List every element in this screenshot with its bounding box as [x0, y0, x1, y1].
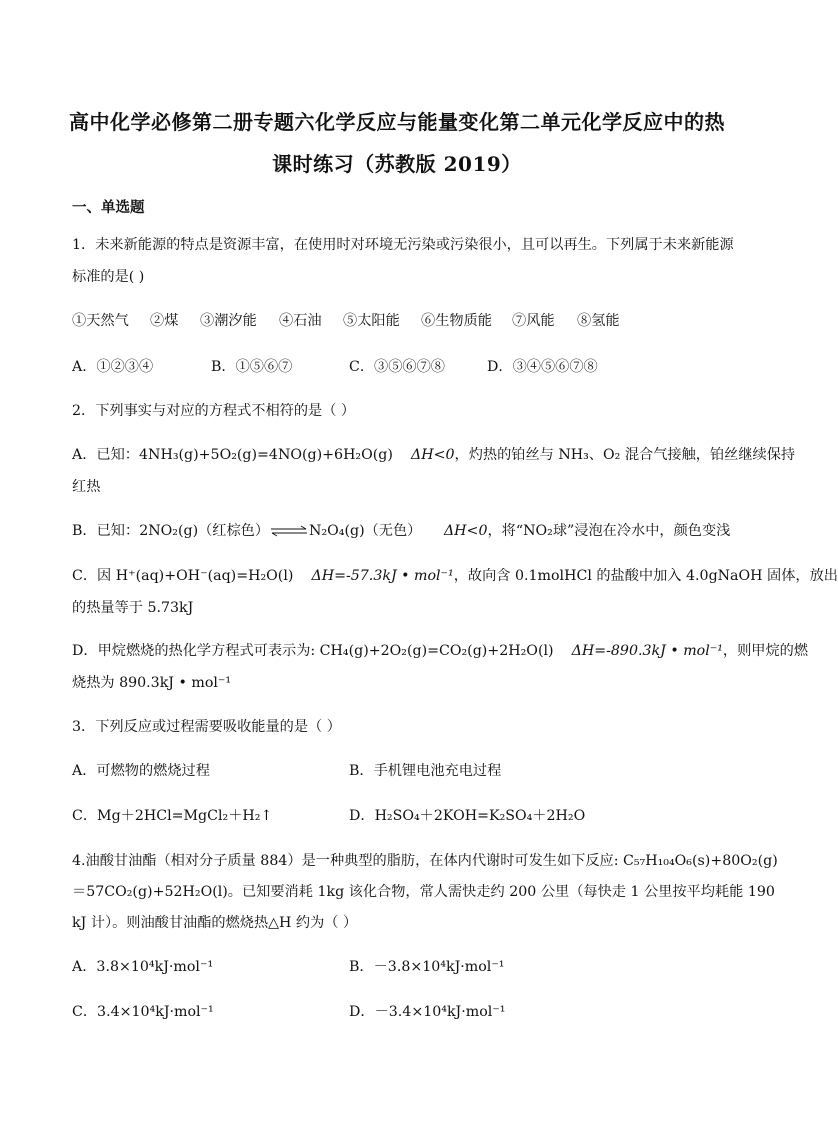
q2-option-a-line2: 红热 [72, 479, 101, 495]
enthalpy-change: ΔH<0 [443, 523, 488, 539]
q3-option-a[interactable]: A．可燃物的燃烧过程 [72, 763, 210, 779]
option-text: ，故向含 0.1molHCl 的盐酸中加入 4.0gNaOH 固体，放出 [453, 568, 838, 584]
q4-stem-line3: kJ 计）。则油酸甘油酯的燃烧热△H 约为（ ） [72, 915, 358, 931]
chem-equation: 4NH₃(g)+5O₂(g)=4NO(g)+6H₂O(g) [139, 447, 393, 463]
q1-option-a[interactable]: A．①②③④ [72, 359, 154, 375]
q1-item: ⑧氢能 [577, 313, 620, 329]
q3-option-b[interactable]: B．手机锂电池充电过程 [349, 763, 502, 779]
q1-stem-line1: 1．未来新能源的特点是资源丰富，在使用时对环境无污染或污染很小，且可以再生。下列属于未来新能源 [72, 237, 734, 253]
q2-option-a[interactable] [72, 445, 796, 465]
q1-item: ②煤 [150, 313, 179, 329]
enthalpy-change: ΔH=-890.3kJ • mol⁻¹ [571, 643, 723, 659]
chem-reactant: 2NO₂(g)（红棕色） [139, 523, 270, 539]
chem-equation: CH₄(g)+2O₂(g)=CO₂(g)+2H₂O(l) [319, 643, 554, 659]
q1-option-b[interactable]: B．①⑤⑥⑦ [211, 359, 293, 375]
q4-option-c[interactable]: C．3.4×10⁴kJ·mol⁻¹ [72, 1004, 214, 1020]
q1-option-d[interactable]: D．③④⑤⑥⑦⑧ [487, 359, 598, 375]
q1-item: ⑤太阳能 [343, 313, 400, 329]
q1-item: ⑦风能 [512, 313, 555, 329]
q1-option-c[interactable]: C．③⑤⑥⑦⑧ [349, 359, 445, 375]
document-title-line2: 课时练习（苏教版 2019） [272, 152, 522, 176]
option-text: ，将“NO₂球”浸泡在冷水中，颜色变浅 [487, 523, 731, 539]
enthalpy-change: ΔH<0 [410, 447, 455, 463]
q2-option-b[interactable] [72, 521, 732, 541]
document-title-line1: 高中化学必修第二册专题六化学反应与能量变化第二单元化学反应中的热 [69, 110, 725, 134]
q1-stem-line2: 标准的是( ) [72, 269, 145, 285]
q1-item: ④石油 [279, 313, 322, 329]
q2-option-c[interactable] [72, 566, 838, 586]
q4-stem-line2: ＝57CO₂(g)+52H₂O(l)。已知要消耗 1kg 该化合物，常人需快走约 200 公里（每快走 1 公里按平均耗能 190 [72, 884, 775, 900]
q1-item: ③潮汐能 [200, 313, 257, 329]
q3-stem: 3．下列反应或过程需要吸收能量的是（ ） [72, 719, 341, 735]
q2-option-d[interactable] [72, 641, 809, 661]
q2-stem: 2．下列事实与对应的方程式不相符的是（ ） [72, 403, 356, 419]
q4-option-b[interactable]: B．－3.8×10⁴kJ·mol⁻¹ [349, 959, 505, 975]
q2-option-d-line2: 烧热为 890.3kJ • mol⁻¹ [72, 675, 232, 691]
chem-product: N₂O₄(g)（无色） [309, 523, 422, 539]
q1-item: ⑥生物质能 [421, 313, 492, 329]
section-heading: 一、单选题 [72, 199, 145, 216]
option-prefix: D．甲烷燃烧的热化学方程式可表示为: [72, 643, 320, 659]
option-prefix: A．已知： [72, 447, 139, 463]
option-text: ，灼热的铂丝与 NH₃、O₂ 混合气接触，铂丝继续保持 [454, 447, 796, 463]
q2-option-c-line2: 的热量等于 5.73kJ [72, 600, 194, 616]
q3-option-c[interactable]: C．Mg＋2HCl=MgCl₂＋H₂↑ [72, 808, 273, 824]
q3-option-d[interactable]: D．H₂SO₄＋2KOH=K₂SO₄＋2H₂O [349, 808, 586, 824]
option-prefix: C．因 [72, 568, 116, 584]
q4-option-a[interactable]: A．3.8×10⁴kJ·mol⁻¹ [72, 959, 214, 975]
equilibrium-arrow-icon [270, 526, 308, 536]
chem-equation: H⁺(aq)+OH⁻(aq)=H₂O(l) [115, 568, 294, 584]
q4-stem-line1: 4.油酸甘油酯（相对分子质量 884）是一种典型的脂肪，在体内代谢时可发生如下反应: C₅₇H₁₀₄O₆(s)+80O₂(g) [72, 853, 778, 869]
enthalpy-change: ΔH=-57.3kJ • mol⁻¹ [311, 568, 454, 584]
q4-option-d[interactable]: D．－3.4×10⁴kJ·mol⁻¹ [349, 1004, 506, 1020]
option-prefix: B．已知： [72, 523, 140, 539]
q1-item: ①天然气 [72, 313, 129, 329]
option-text: ，则甲烷的燃 [722, 643, 809, 659]
